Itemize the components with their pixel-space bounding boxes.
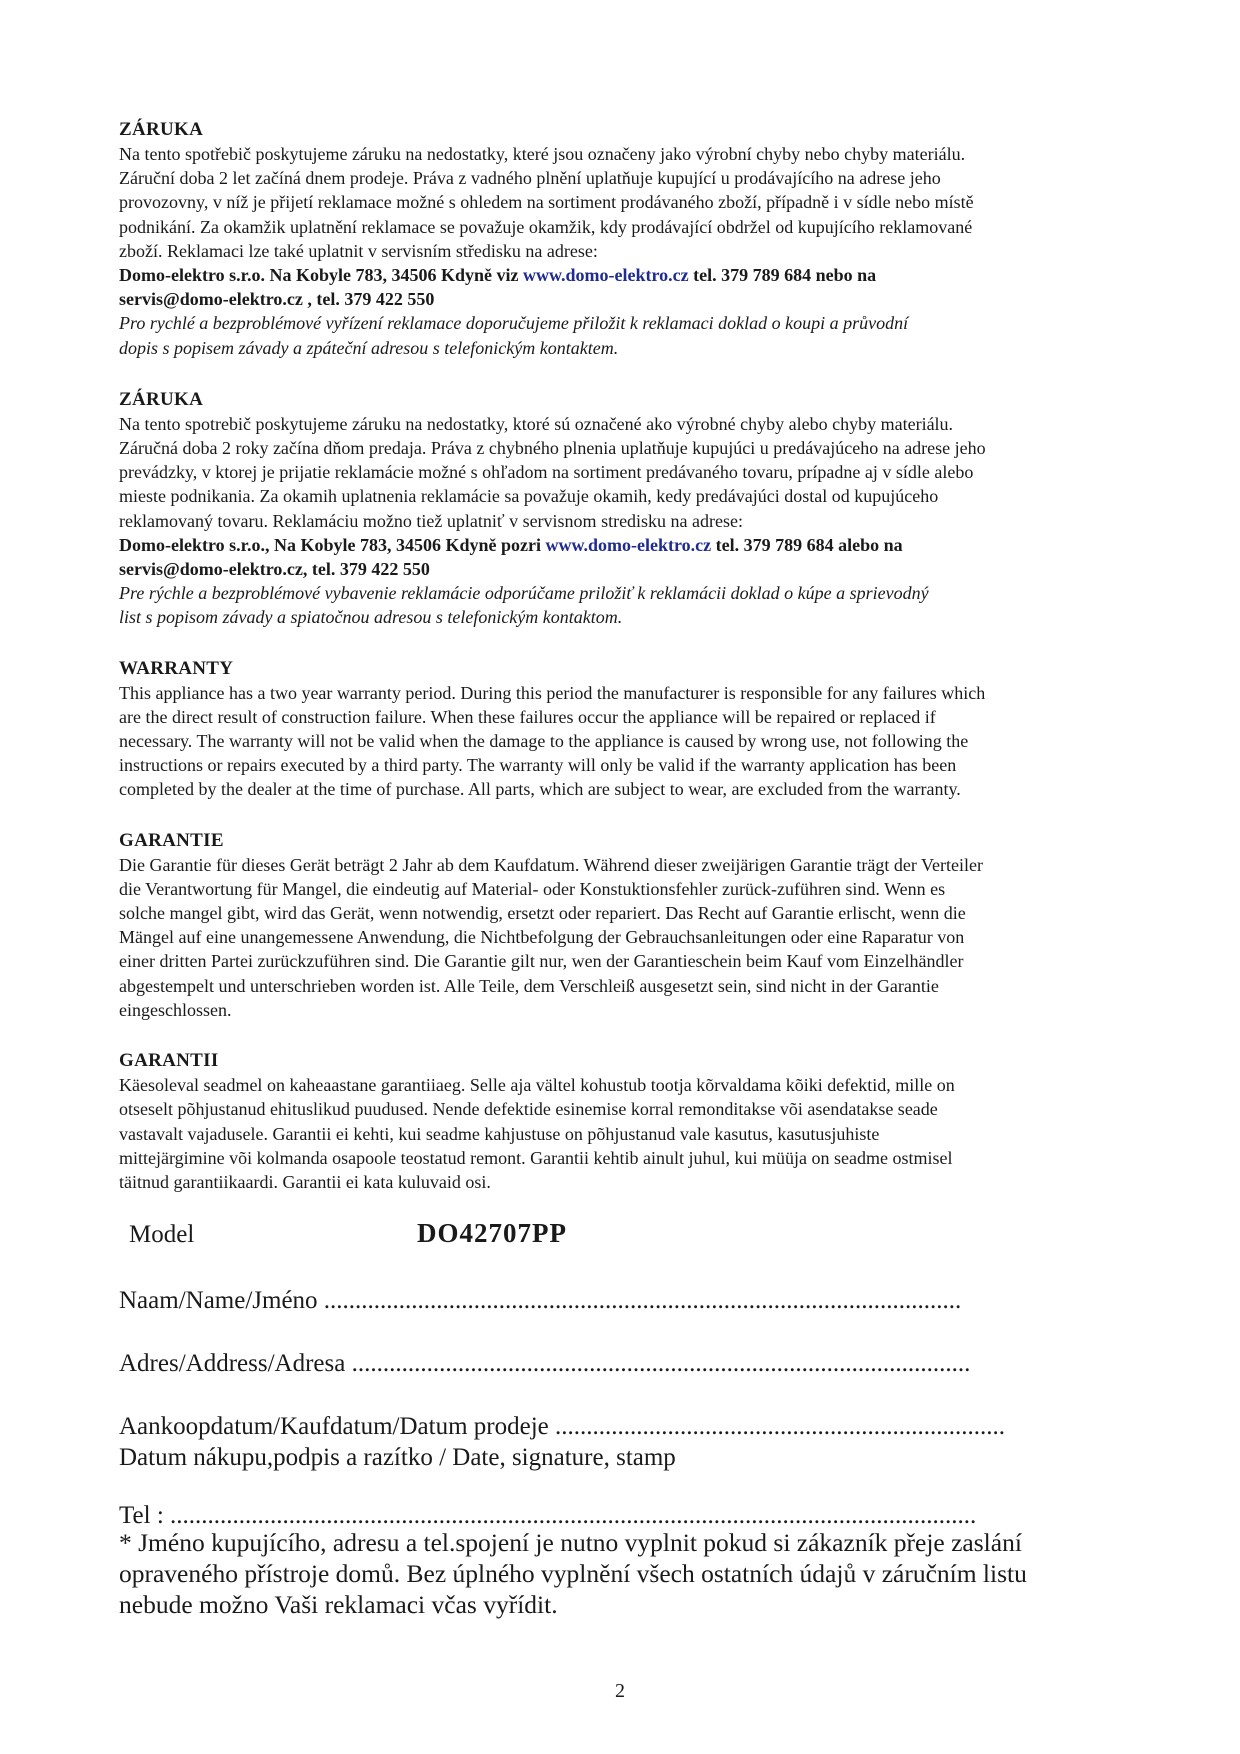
italic-note: dopis s popisem závady a zpáteční adresou s telefonickým kontaktem. [119, 337, 619, 358]
service-email-cz: servis@domo-elektro.cz , tel. 379 422 550 [119, 289, 435, 310]
body-sk [119, 412, 1139, 630]
phone-text: tel. 379 789 684 alebo na [711, 534, 903, 555]
section-et [119, 1049, 1139, 1194]
text-line: instructions or repairs executed by a third party. The warranty will only be valid if the warranty application has been [119, 755, 957, 776]
footnote-line: nebude možno Vaši reklamaci včas vyřídit. [119, 1590, 558, 1619]
name-field[interactable]: Naam/Name/Jméno ...................................................................................................... [119, 1287, 962, 1314]
text-line: are the direct result of construction failure. When these failures occur the appliance will be repaired or replaced if [119, 706, 936, 727]
text-line: vastavalt vajadusele. Garantii ei kehti, kui seadme kahjustuse on põhjustanud vale kasutus, kasutusjuhiste [119, 1123, 880, 1144]
text-line: zboží. Reklamaci lze také uplatnit v servisním středisku na adrese: [119, 240, 598, 261]
text-line: mieste podnikania. Za okamih uplatnenia reklamácie sa považuje okamih, kedy predávajúci dostal od kupujúceho [119, 486, 939, 507]
tel-field[interactable]: Tel : ................................................................................................................................. [119, 1502, 977, 1529]
heading-sk: ZÁRUKA [119, 388, 204, 410]
service-email-sk: servis@domo-elektro.cz, tel. 379 422 550 [119, 559, 430, 580]
phone-text: tel. 379 789 684 nebo na [688, 265, 877, 286]
heading-cz: ZÁRUKA [119, 119, 204, 140]
text-line: provozovny, v níž je přijetí reklamace možné s ohledem na sortiment prodávaného zboží, případně i v sídle nebo místě [119, 192, 974, 213]
text-line: täitnud garantiikaardi. Garantii ei kata kuluvaid osi. [119, 1171, 491, 1192]
address-text: Domo-elektro s.r.o. Na Kobyle 783, 34506 Kdyně viz [119, 265, 523, 286]
text-line: Záruční doba 2 let začíná dnem prodeje. Práva z vadného plnění uplatňuje kupující u prodávajícího na adrese jeho [119, 168, 941, 189]
text-line: solche mangel gibt, wird das Gerät, wenn notwendig, ersetzt oder repariert. Das Recht auf Garantie erlischt, wenn die [119, 903, 966, 924]
heading-en: WARRANTY [119, 657, 234, 679]
text-line: die Verantwortung für Mangel, die eindeutig auf Material- oder Konstuktionsfehler zurück-zuführen sind. Wenn es [119, 878, 946, 899]
warranty-text-block [119, 118, 1139, 1194]
text-line: necessary. The warranty will not be valid when the damage to the appliance is caused by wrong use, not following the [119, 731, 969, 752]
address-text: Domo-elektro s.r.o., Na Kobyle 783, 34506 Kdyně pozri [119, 534, 546, 555]
footnote [119, 1527, 1119, 1620]
heading-et: GARANTII [119, 1050, 219, 1072]
website-link[interactable]: www.domo-elektro.cz [545, 534, 712, 555]
service-address-sk [119, 533, 1139, 557]
section-en [119, 657, 1139, 802]
section-de [119, 829, 1139, 1022]
body-en [119, 681, 1139, 802]
italic-note: list s popisom závady a spiatočnou adresou s telefonickým kontaktom. [119, 607, 623, 628]
italic-note: Pre rýchle a bezproblémové vybavenie reklamácie odporúčame priložiť k reklamácii doklad o kúpe a sprievodný [119, 583, 929, 604]
text-line: Záručná doba 2 roky začína dňom predaja. Práva z chybného plnenia uplatňuje kupujúci u predávajúceho na adrese jeho [119, 438, 986, 459]
italic-note: Pro rychlé a bezproblémové vyřízení reklamace doporučujeme přiložit k reklamaci doklad o koupi a průvodní [119, 313, 909, 334]
text-line: otseselt põhjustanud ehituslikud puudused. Nende defektide esinemise korral remonditakse või asendatakse seade [119, 1099, 938, 1120]
text-line: einer dritten Partei zurückzuführen sind. Die Garantie gilt nur, wen der Garantieschein beim Kauf vom Einzelhändler [119, 951, 964, 972]
model-label: Model [129, 1221, 195, 1248]
text-line: reklamovaný tovaru. Reklamáciu možno tiež uplatniť v servisnom stredisku na adrese: [119, 510, 744, 531]
section-sk [119, 388, 1139, 630]
text-line: completed by the dealer at the time of purchase. All parts, which are subject to wear, are excluded from the warranty. [119, 779, 961, 800]
text-line: This appliance has a two year warranty period. During this period the manufacturer is responsible for any failures which [119, 682, 986, 703]
address-field[interactable]: Adres/Address/Adresa ................................................................................................... [119, 1350, 971, 1377]
text-line: Die Garantie für dieses Gerät beträgt 2 Jahr ab dem Kaufdatum. Während dieser zweijärigen Garantie trägt der Verteiler [119, 854, 983, 875]
footnote-line: opraveného přístroje domů. Bez úplného vyplnění všech ostatních údajů v záručním listu [119, 1559, 1027, 1588]
text-line: prevádzky, v ktorej je prijatie reklamácie možné s ohľadom na sortiment predávaného tovaru, prípadne aj v sídle alebo [119, 462, 974, 483]
text-line: Na tento spotřebič poskytujeme záruku na nedostatky, které jsou označeny jako výrobní chyby nebo chyby materiálu. [119, 144, 966, 164]
purchase-date-subtitle: Datum nákupu,podpis a razítko / Date, signature, stamp [119, 1444, 676, 1471]
page-number: 2 [615, 1680, 625, 1702]
text-line: Mängel auf eine unangemessene Anwendung, die Nichtbefolgung der Gebrauchsanleitungen oder eine Raparatur von [119, 927, 965, 948]
text-line: mittejärgimine või kolmanda osapoole teostatud remont. Garantii kehtib ainult juhul, kui müüja on seadme ostmisel [119, 1147, 953, 1168]
footnote-line: * Jméno kupujícího, adresu a tel.spojení je nutno vyplnit pokud si zákazník přeje zaslání [119, 1528, 1022, 1557]
text-line: Käesoleval seadmel on kaheaastane garantiiaeg. Selle aja vältel kohustub tootja kõrvaldama kõiki defektid, mille on [119, 1075, 955, 1096]
body-et [119, 1073, 1139, 1194]
text-line: abgestempelt und unterschrieben worden ist. Alle Teile, dem Verschleiß ausgesetzt sein, sind nicht in der Garantie [119, 975, 939, 996]
text-line: podnikání. Za okamžik uplatnění reklamace se považuje okamžik, kdy prodávající obdržel od kupujícího reklamované [119, 216, 973, 237]
section-cz [119, 118, 1139, 360]
body-de [119, 853, 1139, 1022]
text-line: Na tento spotrebič poskytujeme záruku na nedostatky, ktoré sú označené ako výrobné chyby alebo chyby materiálu. [119, 413, 954, 434]
service-address-cz [119, 263, 1139, 287]
purchase-date-field[interactable]: Aankoopdatum/Kaufdatum/Datum prodeje ........................................................................ [119, 1413, 1005, 1440]
body-cz [119, 142, 1139, 360]
heading-de: GARANTIE [119, 829, 224, 851]
website-link[interactable]: www.domo-elektro.cz [522, 265, 689, 286]
model-value: DO42707PP [417, 1218, 567, 1248]
text-line: eingeschlossen. [119, 999, 232, 1020]
